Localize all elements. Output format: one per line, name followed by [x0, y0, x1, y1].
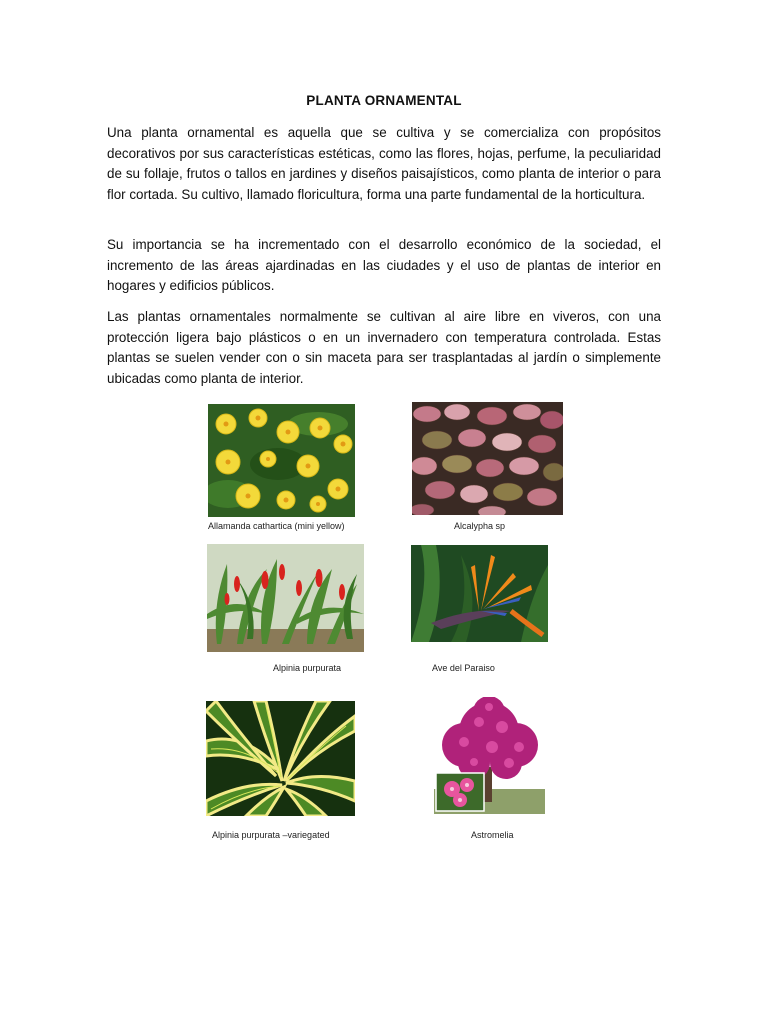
paragraph-3: Las plantas ornamentales normalmente se cultivan al aire libre en viveros, con una protección ligera bajo plásticos o en un invernadero con temperatura controlada. Estas plantas se suelen vender con o sin maceta para ser trasplantadas al jardín o simplemente ubicadas como planta de interior. — [107, 309, 661, 386]
caption-astromelia: Astromelia — [471, 830, 514, 840]
paragraph-1: Una planta ornamental es aquella que se cultiva y se comercializa con propósitos decorativos por sus características estéticas, como las flores, hojas, perfume, la peculiaridad de su follaje, frutos o tallos en jardines y diseños paisajísticos, como planta de interior o para flor cortada. Su cultivo, llamado floricultura, forma una parte fundamental de la horticultura. — [107, 125, 661, 202]
page-title: PLANTA ORNAMENTAL — [306, 93, 462, 108]
variegated-leaves-photo — [206, 701, 355, 816]
caption-alpinia-variegated: Alpinia purpurata –variegated — [212, 830, 330, 840]
yellow-flowers-photo — [208, 404, 355, 517]
pink-flowering-tree-photo — [434, 697, 545, 814]
caption-allamanda: Allamanda cathartica (mini yellow) — [208, 521, 345, 531]
ginger-plant-photo — [207, 544, 364, 652]
caption-acalypha: Alcalypha sp — [454, 521, 506, 531]
red-foliage-photo — [412, 402, 563, 515]
caption-ave-paraiso: Ave del Paraiso — [432, 663, 495, 673]
bird-of-paradise-photo — [411, 545, 548, 642]
caption-alpinia: Alpinia purpurata — [273, 663, 342, 673]
paragraph-2: Su importancia se ha incrementado con el desarrollo económico de la sociedad, el incremento de las áreas ajardinadas en las ciudades y el uso de plantas de interior en hogares y edificios públicos. — [107, 237, 661, 293]
